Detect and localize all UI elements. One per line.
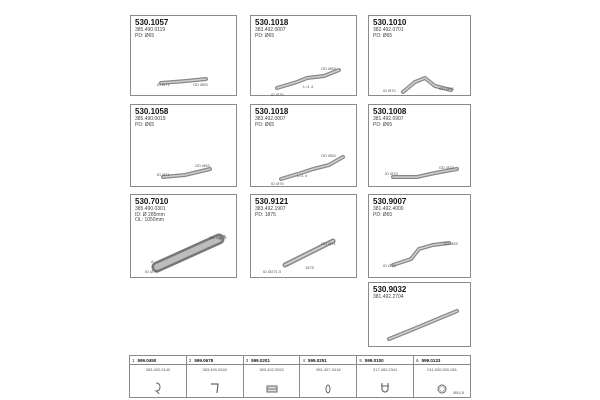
part-dimension: PD: 1875 [255,212,276,218]
accessory-number: 1 [132,357,135,363]
dimension-label: ID Ø71 [157,172,170,177]
dimension-label: ID Ø71 [157,82,170,87]
accessory-cell[interactable] [130,356,187,397]
accessory-oem: 383.492.0140 [145,367,171,372]
accessory-code: 599.0201 [251,357,270,363]
part-oem: 385.490.0019 [135,116,166,122]
part-code: 530.1010 [373,18,407,27]
accessory-cell[interactable] [187,356,244,397]
exhaust-pipe-drawing [273,153,353,185]
part-code: 530.1057 [135,18,169,27]
dimension-label: ID Ø70 [145,269,158,274]
dimension-label: OD Ø65 [195,163,210,168]
accessory-oem: 317.492.2341 [372,367,398,372]
dimension-label: OD Ø71 1 [209,235,228,240]
accessory-number: 4 [302,357,305,363]
dimension-label: ID Ø70 [383,88,396,93]
part-dimension: ID: Ø 285mm [135,212,165,218]
dimension-label: ID Ø70 [385,171,398,176]
accessory-code: 599.0133 [421,357,441,363]
part-dimension: PD: Ø65 [255,33,275,39]
part-code: 530.9032 [373,285,407,294]
dimension-label: OD Ø65 [439,86,454,91]
accessory-oem: 011.530.000.081 [427,367,457,372]
part-oem: 385.490.0119 [135,27,166,33]
part-code: 530.1008 [373,107,407,116]
part-oem: 382.492.0701 [373,27,404,33]
accessory-number: 6 [416,357,419,363]
part-dimension: PD: Ø65 [373,122,393,128]
accessory-code: 599.0100 [364,357,384,363]
part-code: 530.1018 [255,18,289,27]
part-oem: 381.492.2704 [373,294,404,300]
exhaust-pipe-drawing [395,68,455,98]
dimension-label: OD Ø65 [321,66,336,71]
accessory-cell[interactable] [414,356,470,397]
part-card[interactable] [368,282,471,347]
dimension-label: ID Ø70 [383,263,396,268]
clamp-icon [265,381,279,395]
part-dimension: PD: Ø65 [135,33,155,39]
part-card[interactable] [250,104,357,187]
part-dimension: PD: Ø65 [255,122,275,128]
u-bolt-icon [378,381,392,395]
dimension-label: ID Ø70 [271,92,284,97]
part-card[interactable] [130,194,237,278]
accessory-number: 5 [359,357,362,363]
accessory-code: 599.0450 [137,357,157,363]
accessory-number: 2 [188,357,192,363]
dimension-label: 1875 [305,265,314,270]
dimension-label: OD Ø65 [443,241,458,246]
accessory-code: 599.0251 [308,357,327,363]
accessory-oem: 381.497.3418 [316,367,341,372]
accessory-oem: 383.490.0340 [202,367,227,372]
accessory-cell[interactable] [357,356,414,397]
bracket-icon [209,381,221,395]
part-code: 530.9121 [255,197,289,206]
ring-clamp-icon [435,381,449,395]
dimension-label: OD Ø70 [439,165,454,170]
part-code: 530.1058 [135,107,169,116]
part-oem: 381.492.0907 [373,116,404,122]
part-code: 530.1018 [255,107,289,116]
exhaust-pipe-drawing [151,71,221,91]
dimension-label: OD Ø65 [193,82,208,87]
accessories-table [129,355,471,398]
accessory-cell[interactable] [244,356,301,397]
part-card[interactable] [250,15,357,96]
accessory-oem: 383.492.0052 [259,367,284,372]
part-card[interactable] [130,104,237,187]
gasket-icon [321,381,335,395]
accessory-number: 3 [245,357,249,363]
dimension-label: ID Ø271.0 [263,269,282,274]
dimension-label: A [151,259,154,264]
part-dimension: PD: Ø65 [373,212,393,218]
hook-icon [153,381,163,395]
part-card[interactable] [130,15,237,96]
dimension-label: OD Ø65 [321,153,336,158]
part-oem: 383.492.1907 [255,206,286,212]
part-dimension: PD: Ø65 [373,33,393,39]
part-card[interactable] [368,15,471,96]
accessory-dimension: Ø53.5 [453,390,464,395]
part-card[interactable] [250,194,357,278]
part-oem: 383.492.0007 [255,116,286,122]
exhaust-pipe-drawing [381,305,465,345]
exhaust-pipe-drawing [269,64,349,94]
dimension-label: ID Ø70 [271,181,284,186]
part-oem: 385.490.0301 [135,206,166,212]
part-card[interactable] [368,104,471,187]
part-dimension-2: OL: 1050mm [135,217,164,223]
part-oem: 383.492.0007 [255,27,286,33]
accessory-cell[interactable] [300,356,357,397]
part-oem: 381.492.4000 [373,206,404,212]
part-code: 530.9007 [373,197,407,206]
dimension-label: L=1 4 [297,173,308,178]
part-dimension: PD: Ø65 [135,122,155,128]
part-card[interactable] [368,194,471,278]
part-code: 530.7010 [135,197,169,206]
accessory-code: 599.0678 [194,357,214,363]
dimension-label: L=1 4 [303,84,314,89]
dimension-label: OD Ø71 [321,241,336,246]
